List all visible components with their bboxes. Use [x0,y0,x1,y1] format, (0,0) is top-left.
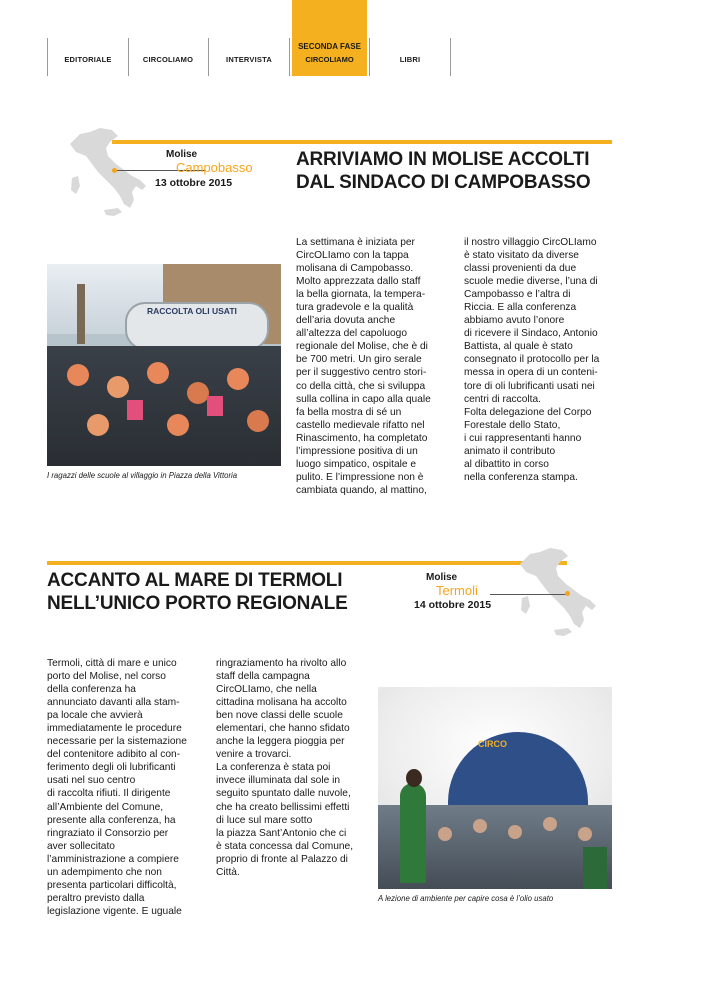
body-column: ringraziamento ha rivolto allo staff della campagna CircOLIamo, che nella cittadina molisana ha accolto ben nove classi delle scuole elementari, che hanno sfidato anche la leggera pioggia per venire a trovarci. La conferenza è stata poi invece illuminata dal sole in seguito spuntato dalle nuvole, che ha creato bellissimi effetti di luce sul mare sotto la piazza Sant’Antonio che ci è stata concessa dal Comune, proprio di fronte al Palazzo di Città. [216,658,354,878]
photo-student-jacket [583,847,607,889]
photo-student [543,817,557,831]
map-marker [565,591,570,596]
nav-item-intervista[interactable]: INTERVISTA [226,55,272,64]
region-label: Molise [426,572,458,583]
headline-line: ACCANTO AL MARE DI TERMOLI [47,570,343,591]
nav-item-editoriale[interactable]: EDITORIALE [64,55,112,64]
nav-divider [289,38,290,76]
photo-caption: I ragazzi delle scuole al villaggio in Piazza della Vittoria [47,471,238,480]
italy-map-icon [510,542,605,642]
photo-teacher-head [406,769,422,787]
map-connector [490,594,566,595]
photo-student [578,827,592,841]
photo-student [508,825,522,839]
body-column: La settimana è iniziata per CircOLIamo con la tappa molisana di Campobasso. Molto apprezzata dallo staff la bella giornata, la tempera- tura gradevole e la qualità dell’aria dovuta anche all’altezza del capoluogo regionale del Molise, che è di be 700 metri. Un giro serale per il suggestivo centro stori- co della città, che si sviluppa sulla collina in capo alla quale fa bella mostra di sé un castello medievale rifatto nel Rinascimento, ha completato l’impressione positiva di un luogo simpatico, ospitale e pulito. E l’impressione non è cambiata quando, al mattino, [296,237,431,496]
date-label: 13 ottobre 2015 [155,177,233,189]
photo-classroom-termoli [378,687,612,889]
photo-hat [227,368,249,390]
body-column: il nostro villaggio CircOLIamo è stato visitato da diverse classi provenienti da due scuole medie diverse, l’una di Campobasso e l’altra di Riccia. E alla conferenza abbiamo avuto l’onore di ricevere il Sindaco, Antonio Battista, al quale è stato consegnato il protocollo per la messa in opera di un conteni- tore di oli lubrificanti usati nei centri di raccolta. Folta delegazione del Corpo Forestale dello Stato, i cui rappresentanti hanno animato il contributo al dibattito in corso nella conferenza stampa. [464,237,600,483]
nav-item-seconda-fase[interactable] [292,0,367,76]
city-label: Campobasso [176,160,253,175]
photo-students-campobasso [47,264,281,466]
date-label: 14 ottobre 2015 [414,599,492,611]
headline-line: NELL’UNICO PORTO REGIONALE [47,593,348,614]
region-label: Molise [166,149,198,160]
photo-arch-text: CIRCO [478,739,507,749]
headline-line: ARRIVIAMO IN MOLISE ACCOLTI [296,149,590,170]
section-rule [47,561,567,565]
photo-hat [87,414,109,436]
city-label: Termoli [436,583,478,598]
photo-shirt [127,400,143,420]
photo-student [473,819,487,833]
photo-banner: RACCOLTA OLI USATI [147,306,237,316]
photo-student [438,827,452,841]
nav-divider [47,38,48,76]
nav-active-section: SECONDA FASE [298,42,361,51]
nav-item-circoliamo[interactable]: CIRCOLIAMO [142,55,194,64]
nav-divider [450,38,451,76]
nav-item-libri[interactable]: LIBRI [399,55,421,64]
section-rule [112,140,612,144]
photo-shirt [207,396,223,416]
photo-lamppost [77,284,85,344]
photo-caption: A lezione di ambiente per capire cosa è l’olio usato [378,894,554,903]
nav-divider [369,38,370,76]
photo-hat [147,362,169,384]
photo-hat [167,414,189,436]
photo-hat [187,382,209,404]
photo-hat [67,364,89,386]
nav-divider [208,38,209,76]
nav-active-label: CIRCOLIAMO [305,55,354,64]
body-column: Termoli, città di mare e unico porto del Molise, nel corso della conferenza ha annunciato davanti alla stam- pa locale che avvierà immediatamente le procedure necessarie per la sistemazione del contenitore adibito al con- ferimento degli oli lubrificanti usati nel suo centro di raccolta rifiuti. Il dirigente all’Ambiente del Comune, presente alla conferenza, ha ringraziato il Consorzio per aver sollecitato l’amministrazione a compiere un adempimento che non presenta particolari difficoltà, peraltro previsto dalla legislazione vigente. E uguale [47,658,187,917]
italy-map-icon [60,122,155,222]
headline [47,569,407,615]
photo-hat [107,376,129,398]
headline [296,148,616,194]
headline-line: DAL SINDACO DI CAMPOBASSO [296,172,591,193]
photo-hat [247,410,269,432]
photo-teacher [400,783,426,883]
